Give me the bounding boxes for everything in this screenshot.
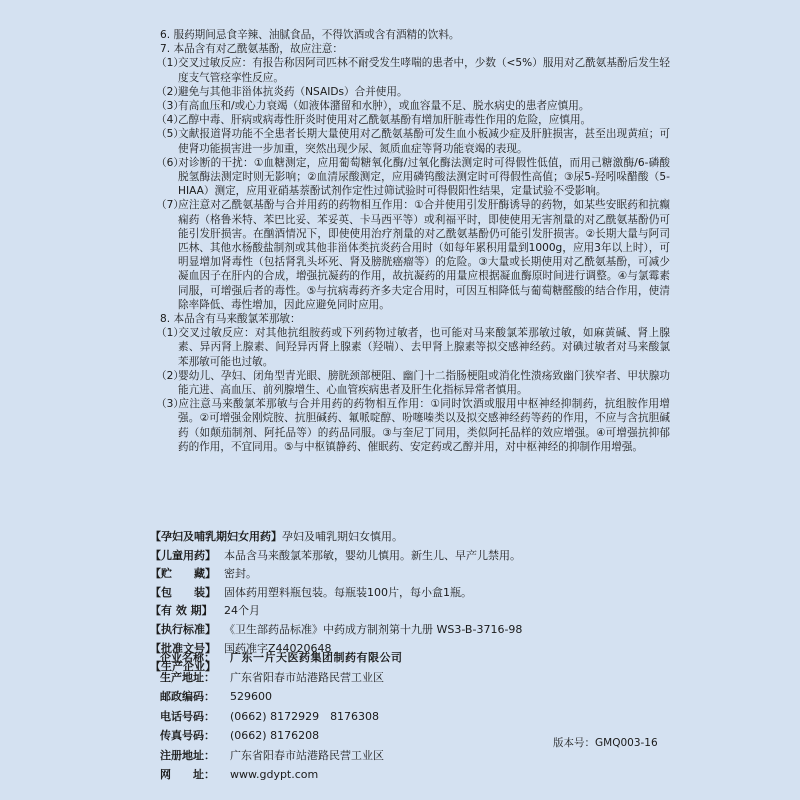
mfr-phone: 电话号码： (0662) 8172929 8176308 (160, 709, 380, 723)
mfr-company: 企业名称： 广东一片天医药集团制药有限公司 (160, 651, 403, 664)
note-8-heading: 8. 本品含有马来酸氯苯那敏： (160, 313, 301, 326)
note-7-item-6: （6）对诊断的干扰：①血糖测定，应用葡萄糖氧化酶/过氧化酶法测定时可得假性低值，而用己糖激酶/6-磷酸脱氢酶法测定时则无影响；②血清尿酸测定，应用磷钨酸法测定时可得假性高值；③尿5-羟吲哚醋酸（5-HIAA）测定，应用亚硝基萘酚试剂作定性过筛试验时可得假阳性结果，定量试验不受影响。 (156, 156, 670, 198)
manufacturer-block (160, 648, 403, 785)
info-approval: 【批准文号】 国药准字Z44020648 (150, 641, 332, 655)
mfr-address: 生产地址： 广东省阳春市站港路民营工业区 (160, 670, 384, 684)
mfr-postcode: 邮政编码： 529600 (160, 690, 272, 703)
note-7-item-4: （4）乙醇中毒、肝病或病毒性肝炎时使用对乙酰氨基酚有增加肝脏毒性作用的危险，应慎用。 (156, 114, 592, 127)
note-7-item-5: （5）文献报道肾功能不全患者长期大量使用对乙酰氨基酚可发生血小板减少症及肝脏损害，甚至出现黄疸；可使肾功能损害进一步加重，突然出现少尿、氮质血症等肾功能衰竭的表现。 (156, 128, 670, 155)
info-standard: 【执行标准】 《卫生部药品标准》中药成方制剂第十九册 WS3-B-3716-98 (150, 622, 523, 636)
info-manufacturer-heading: 【生产企业】 (150, 660, 216, 674)
info-children: 【儿童用药】 本品含马来酸氯苯那敏，婴幼儿慎用。新生儿、早产儿禁用。 (150, 548, 521, 562)
info-pregnancy: 【孕妇及哺乳期妇女用药】孕妇及哺乳期妇女慎用。 (150, 530, 403, 543)
version-number: 版本号：GMQ003-16 (553, 737, 658, 749)
note-7-item-3: （3）有高血压和/或心力衰竭（如液体潴留和水肿），或血容量不足、脱水病史的患者应慎用。 (156, 100, 590, 113)
note-7-item-7: （7）应注意对乙酰氨基酚与合并用药的药物相互作用：①合并使用引发肝酶诱导的药物，如某些安眠药和抗癫痫药（格鲁米特、苯巴比妥、苯妥英、卡马西平等）或利福平时，即使使用无害剂量的对乙酰氨基酚仍可能引发肝损害。在酗酒情况下，即使使用治疗剂量的对乙酰氨基酚仍可能引发肝损害。②长期大量与阿司匹林、其他水杨酸盐制剂或其他非甾体类抗炎药合用时（如每年累积用量到1000g，应用3年以上时），可明显增加肾毒性（包括肾乳头坏死、肾及膀胱癌瘤等）的危险。③大量或长期使用对乙酰氨基酚，可减少凝血因子在肝内的合成，增强抗凝药的作用，故抗凝药的用量应根据凝血酶原时间进行调整。④与氯霉素同服，可增强后者的毒性。⑤与抗病毒药齐多夫定合用时，可因互相降低与葡萄糖醛酸的结合作用，使清除率降低、毒性增加，因此应避免同时应用。 (156, 199, 670, 311)
leaflet-body (150, 28, 670, 454)
info-package: 【包 装】 固体药用塑料瓶包装。每瓶装100片，每小盒1瓶。 (150, 585, 472, 599)
info-expiry: 【有 效 期】 24个月 (150, 604, 260, 618)
note-8-item-1: （1）交叉过敏反应：对其他抗组胺药或下列药物过敏者，也可能对马来酸氯苯那敏过敏，如麻黄碱、肾上腺素、异丙肾上腺素、间羟异丙肾上腺素（羟喘）、去甲肾上腺素等拟交感神经药。对碘过敏者对马来酸氯苯那敏可能也过敏。 (156, 327, 670, 368)
mfr-website: 网 址： www.gdypt.com (160, 768, 319, 781)
info-storage: 【贮 藏】 密封。 (150, 567, 257, 581)
note-7-item-1: （1）交叉过敏反应：有报告称因阿司匹林不耐受发生哮喘的患者中，少数（<5%）服用对乙酰氨基酚后发生轻度支气管痉挛性反应。 (156, 57, 670, 84)
note-6: 6. 服药期间忌食辛辣、油腻食品，不得饮酒或含有酒精的饮料。 (160, 29, 460, 41)
note-8-item-2: （2）婴幼儿、孕妇、闭角型青光眼、膀胱颈部梗阻、幽门十二指肠梗阻或消化性溃疡致幽门狭窄者、甲状腺功能亢进、高血压、前列腺增生、心血管疾病患者及肝生化指标异常者慎用。 (156, 369, 670, 397)
mfr-registered-address: 注册地址： 广东省阳春市站港路民营工业区 (160, 748, 384, 762)
mfr-fax: 传真号码： (0662) 8176208 (160, 729, 320, 742)
note-8-item-3: （3）应注意马来酸氯苯那敏与合并用药的药物相互作用：①同时饮酒或服用中枢神经抑制药，抗组胺作用增强。②可增强金刚烷胺、抗胆碱药、氟哌啶醇、吩噻嗪类以及拟交感神经药等药的作用，不应与含抗胆碱药（如颠茄制剂、阿托品等）的药品同服。③与奎尼丁同用，类似阿托品样的效应增强。④可增强抗抑郁药的作用，不宜同用。⑤与中枢镇静药、催眠药、安定药或乙醇并用，对中枢神经的抑制作用增强。 (156, 398, 670, 453)
note-7-heading: 7. 本品含有对乙酰氨基酚，故应注意： (160, 43, 343, 56)
note-7-item-2: （2）避免与其他非甾体抗炎药（NSAIDs）合并使用。 (156, 85, 408, 98)
